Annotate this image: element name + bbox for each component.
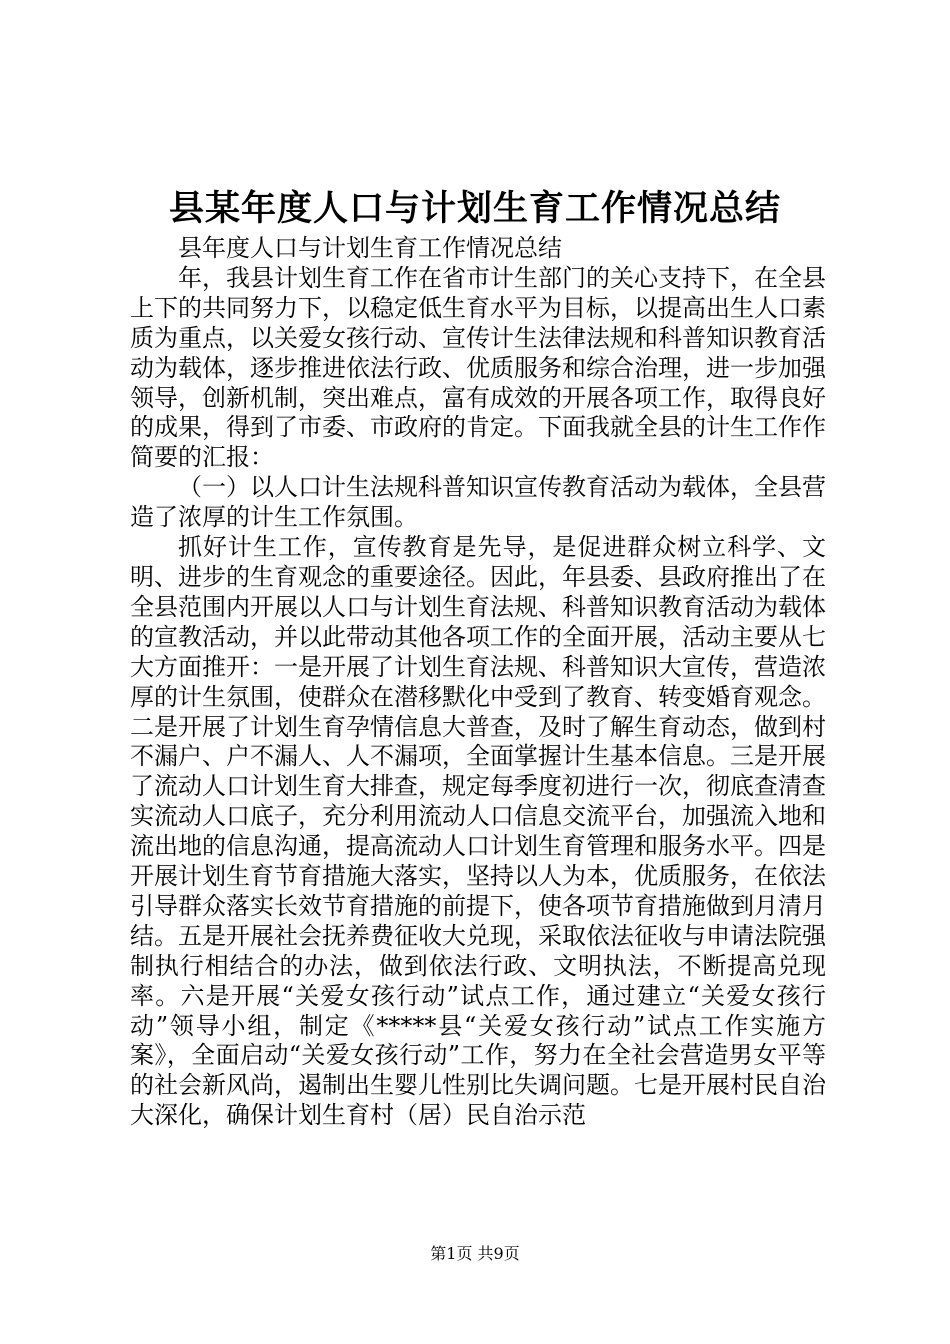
- paragraph-section-heading: （一）以人口计生法规科普知识宣传教育活动为载体，全县营造了浓厚的计生工作氛围。: [130, 473, 826, 532]
- page-number-footer: 第1页 共9页: [430, 1244, 520, 1263]
- document-title: 县某年度人口与计划生育工作情况总结: [168, 188, 781, 229]
- document-body: [130, 234, 826, 1131]
- paragraph-intro: 年，我县计划生育工作在省市计生部门的关心支持下，在全县上下的共同努力下，以稳定低生育水平为目标，以提高出生人口素质为重点，以关爱女孩行动、宣传计生法律法规和科普知识教育活动为载体，逐步推进依法行政、优质服务和综合治理，进一步加强领导，创新机制，突出难点，富有成效的开展各项工作，取得良好的成果，得到了市委、市政府的肯定。下面我就全县的计生工作作简要的汇报：: [130, 263, 826, 472]
- paragraph-section-body: 抓好计生工作，宣传教育是先导，是促进群众树立科学、文明、进步的生育观念的重要途径。因此，年县委、县政府推出了在全县范围内开展以人口与计划生育法规、科普知识教育活动为载体的宣教活动，并以此带动其他各项工作的全面开展，活动主要从七大方面推开：一是开展了计划生育法规、科普知识大宣传，营造浓厚的计生氛围，使群众在潜移默化中受到了教育、转变婚育观念。二是开展了计划生育孕情信息大普查，及时了解生育动态，做到村不漏户、户不漏人、人不漏项，全面掌握计生基本信息。三是开展了流动人口计划生育大排查，规定每季度初进行一次，彻底查清查实流动人口底子，充分利用流动人口信息交流平台，加强流入地和流出地的信息沟通，提高流动人口计划生育管理和服务水平。四是开展计划生育节育措施大落实，坚持以人为本，优质服务，在依法引导群众落实长效节育措施的前提下，使各项节育措施做到月清月结。五是开展社会抚养费征收大兑现，采取依法征收与申请法院强制执行相结合的办法，做到依法行政、文明执法，不断提高兑现率。六是开展“关爱女孩行动”试点工作，通过建立“关爱女孩行动”领导小组，制定《*****县“关爱女孩行动”试点工作实施方案》，全面启动“关爱女孩行动”工作，努力在全社会营造男女平等的社会新风尚，遏制出生婴儿性别比失调问题。七是开展村民自治大深化，确保计划生育村（居）民自治示范: [130, 533, 826, 1130]
- paragraph-subtitle: 县年度人口与计划生育工作情况总结: [178, 234, 562, 262]
